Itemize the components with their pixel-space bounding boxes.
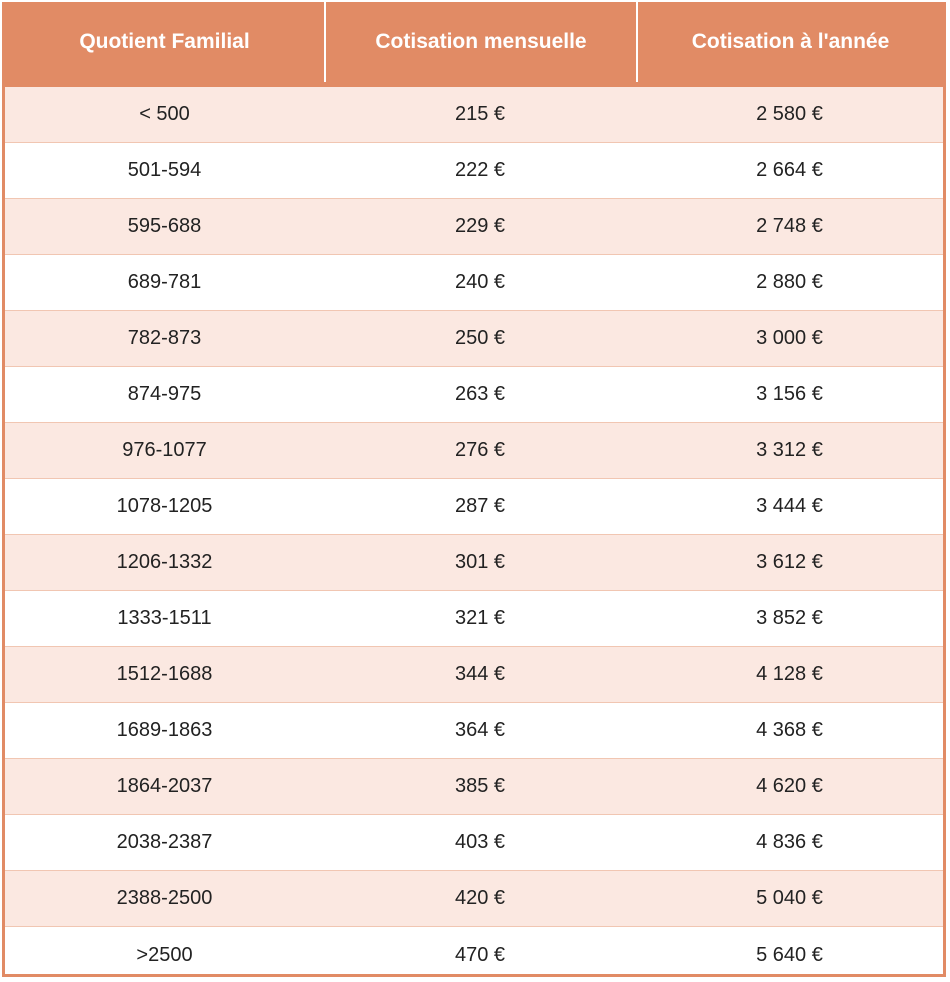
cell-cotisation-mensuelle: 250 € xyxy=(454,327,506,349)
cell-quotient-familial: 1512-1688 xyxy=(116,663,213,685)
cell-cotisation-annee: 4 620 € xyxy=(756,775,823,797)
cell-cotisation-annee: 4 128 € xyxy=(756,663,823,685)
cell-cotisation-mensuelle: 229 € xyxy=(454,215,506,237)
cell-cotisation-annee: 2 664 € xyxy=(756,159,823,181)
cell-cotisation-mensuelle: 420 € xyxy=(454,887,506,909)
header-cotisation-mensuelle: Cotisation mensuelle xyxy=(324,2,636,82)
cell-quotient-familial: 689-781 xyxy=(127,271,202,293)
cell-cotisation-mensuelle: 385 € xyxy=(454,775,506,797)
cell-cotisation-mensuelle: 470 € xyxy=(454,943,506,966)
table-row xyxy=(5,255,943,311)
table-row xyxy=(5,311,943,367)
cell-cotisation-annee: 2 880 € xyxy=(756,271,823,293)
cell-quotient-familial: 1333-1511 xyxy=(117,607,212,629)
cell-cotisation-mensuelle: 276 € xyxy=(454,439,506,461)
table-body xyxy=(5,82,943,977)
cell-cotisation-annee: 4 368 € xyxy=(756,719,823,741)
cell-quotient-familial: 1206-1332 xyxy=(116,551,213,573)
cell-cotisation-annee: 3 612 € xyxy=(756,551,823,573)
cotisation-table xyxy=(2,2,946,977)
cell-cotisation-annee: 3 156 € xyxy=(756,383,823,405)
table-row xyxy=(5,143,943,199)
cell-cotisation-annee: 3 852 € xyxy=(756,607,823,629)
cell-cotisation-mensuelle: 222 € xyxy=(454,159,506,181)
cell-cotisation-annee: 3 312 € xyxy=(756,439,823,461)
cell-cotisation-mensuelle: 287 € xyxy=(454,495,506,517)
cell-cotisation-annee: 5 040 € xyxy=(756,887,823,909)
cell-quotient-familial: 1689-1863 xyxy=(116,719,213,741)
header-cotisation-annee: Cotisation à l'année xyxy=(636,2,943,82)
cell-cotisation-mensuelle: 215 € xyxy=(454,103,506,125)
cell-cotisation-annee: 3 000 € xyxy=(756,327,823,349)
cell-cotisation-annee: 2 580 € xyxy=(756,103,823,125)
cell-quotient-familial: 501-594 xyxy=(127,159,202,181)
cell-cotisation-mensuelle: 240 € xyxy=(454,271,506,293)
table-row xyxy=(5,591,943,647)
cell-quotient-familial: >2500 xyxy=(136,943,193,966)
table-row xyxy=(5,871,943,927)
cell-quotient-familial: < 500 xyxy=(139,103,190,125)
cell-cotisation-annee: 2 748 € xyxy=(756,215,823,237)
cell-cotisation-annee: 4 836 € xyxy=(756,831,823,853)
cell-cotisation-mensuelle: 321 € xyxy=(454,607,506,629)
table-row xyxy=(5,927,943,977)
cell-quotient-familial: 2038-2387 xyxy=(116,831,213,853)
cell-cotisation-annee: 3 444 € xyxy=(756,495,823,517)
cell-quotient-familial: 782-873 xyxy=(127,327,202,349)
cell-cotisation-mensuelle: 344 € xyxy=(454,663,506,685)
cell-cotisation-annee: 5 640 € xyxy=(756,943,823,966)
table-row xyxy=(5,423,943,479)
cell-quotient-familial: 1864-2037 xyxy=(116,775,213,797)
table-row xyxy=(5,367,943,423)
header-quotient-familial: Quotient Familial xyxy=(79,30,250,53)
cell-quotient-familial: 1078-1205 xyxy=(116,495,213,517)
cell-quotient-familial: 976-1077 xyxy=(122,439,207,461)
table-row xyxy=(5,759,943,815)
cell-cotisation-mensuelle: 263 € xyxy=(454,383,506,405)
cell-cotisation-mensuelle: 403 € xyxy=(454,831,506,853)
table-row xyxy=(5,199,943,255)
table-row xyxy=(5,703,943,759)
cell-quotient-familial: 874-975 xyxy=(127,383,202,405)
table-row xyxy=(5,535,943,591)
cell-quotient-familial: 2388-2500 xyxy=(116,887,213,909)
cell-cotisation-mensuelle: 301 € xyxy=(454,551,506,573)
cell-quotient-familial: 595-688 xyxy=(127,215,202,237)
table-row xyxy=(5,87,943,143)
table-row xyxy=(5,815,943,871)
cell-cotisation-mensuelle: 364 € xyxy=(454,719,506,741)
table-row xyxy=(5,479,943,535)
table-row xyxy=(5,647,943,703)
table-header xyxy=(5,2,943,82)
